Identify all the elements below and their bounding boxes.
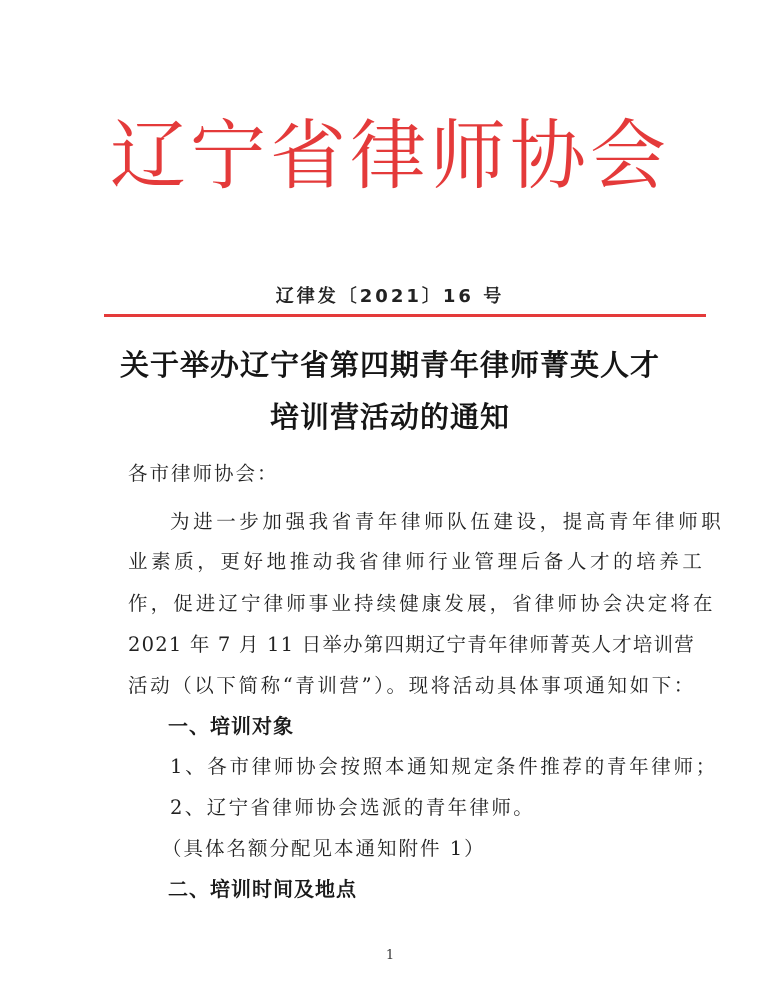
notice-title-line-1: 关于举办辽宁省第四期青年律师菁英人才 — [119, 348, 660, 382]
red-divider-line — [104, 314, 706, 317]
intro-line-1: 为进一步加强我省青年律师队伍建设，提高青年律师职 — [170, 510, 725, 533]
section1-item-1: 1、各市律师协会按照本通知规定条件推荐的青年律师； — [170, 755, 718, 778]
intro-line-5: 活动（以下简称“青训营”）。现将活动具体事项通知如下： — [128, 674, 696, 697]
section-heading-1: 一、培训对象 — [168, 714, 294, 738]
section1-item-2: 2、辽宁省律师协会选派的青年律师。 — [170, 796, 536, 819]
page-number: 1 — [385, 948, 395, 963]
section-heading-2: 二、培训时间及地点 — [168, 877, 357, 901]
notice-title-line-2: 培训营活动的通知 — [269, 400, 510, 434]
intro-line-4: 2021 年 7 月 11 日举办第四期辽宁青年律师菁英人才培训营 — [128, 633, 695, 656]
document-number: 辽律发〔2021〕16 号 — [275, 286, 505, 307]
intro-line-3: 作，促进辽宁律师事业持续健康发展，省律师协会决定将在 — [128, 592, 716, 615]
org-masthead: 辽宁省律师协会 — [110, 111, 670, 200]
salutation: 各市律师协会： — [128, 462, 279, 485]
intro-line-2: 业素质，更好地推动我省律师行业管理后备人才的培养工 — [128, 550, 706, 573]
section1-note: （具体名额分配见本通知附件 1） — [162, 837, 486, 860]
